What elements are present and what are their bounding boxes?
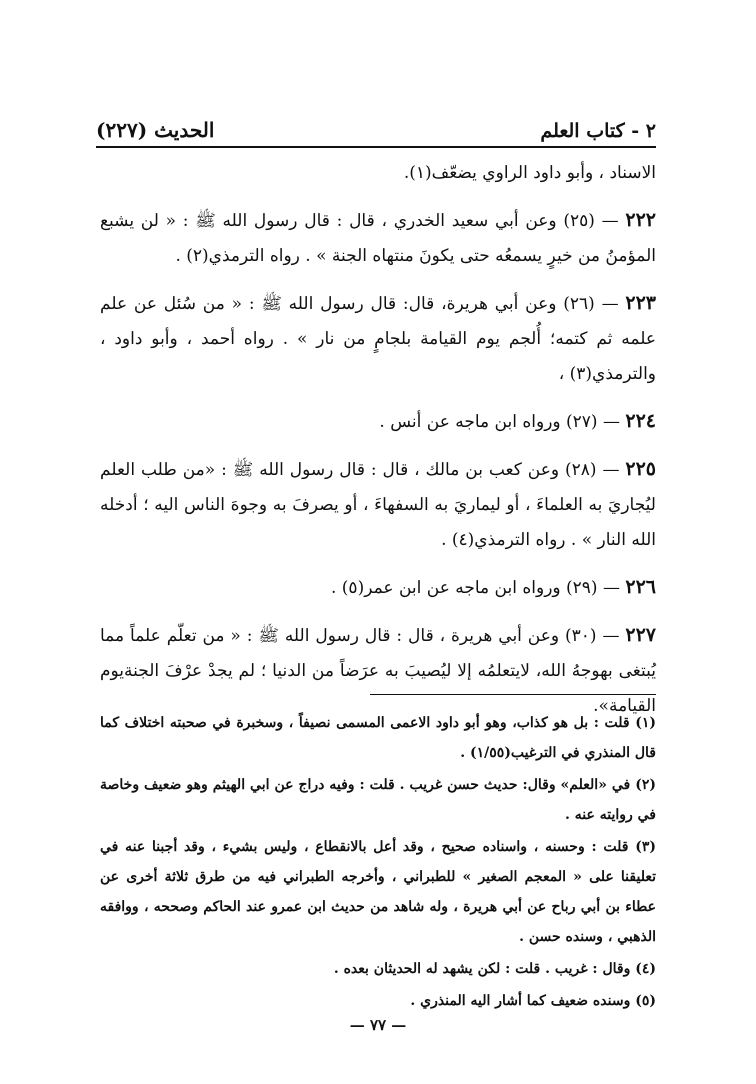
footnote-divider — [370, 694, 656, 695]
hadith-number: ٢٢٦ — [625, 576, 656, 598]
hadith-entry — [100, 452, 656, 558]
hadith-number: ٢٢٧ — [625, 624, 656, 646]
hadith-entry — [100, 570, 656, 606]
chapter-title: ٢ - كتاب العلم — [540, 120, 656, 142]
footnotes — [100, 708, 656, 1018]
main-text — [100, 156, 656, 736]
hadith-text: — (٣٠) وعن أبي هريرة ، قال : قال رسول الله ﷺ : « من تعلّم علماً مما يُبتغى بهوجهُ الله، لايتعلمُه إلا ليُصيبَ به عرَضاً من الدنيا ؛ لم يجدْ عرْفَ الجنةيوم القيامة». — [100, 626, 656, 716]
page-number: — ٧٧ — — [349, 1016, 407, 1034]
intro-line: الاسناد ، وأبو داود الراوي يضعّف(١). — [403, 163, 656, 183]
hadith-number: ٢٢٢ — [625, 209, 656, 231]
hadith-number: ٢٢٤ — [625, 410, 656, 432]
footnote: (٥) وسنده ضعيف كما أشار اليه المنذري . — [410, 993, 656, 1009]
hadith-number: ٢٢٣ — [625, 292, 656, 314]
hadith-entry — [100, 404, 656, 440]
hadith-text: — (٢٧) ورواه ابن ماجه عن أنس . — [379, 412, 620, 432]
footnote: (٢) في «العلم» وقال: حديث حسن غريب . قلت : وفيه دراج عن ابي الهيثم وهو ضعيف وخاصة في روايته عنه . — [100, 777, 656, 823]
hadith-number: ٢٢٥ — [625, 458, 657, 480]
hadith-text: — (٢٨) وعن كعب بن مالك ، قال : قال رسول الله ﷺ : «من طلب العلم ليُجاريَ به العلماءَ ، أو ليماريَ به السفهاءَ ، أو يصرفَ به وجوهَ الناس اليه ؛ أدخله الله النار » . رواه الترمذي(٤) . — [100, 460, 656, 550]
hadith-entry — [100, 286, 656, 392]
hadith-text: — (٢٦) وعن أبي هريرة، قال: قال رسول الله ﷺ : « من سُئل عن علم علمه ثم كتمه؛ أُلجم يوم القيامة بلجامٍ من نار » . رواه أحمد ، وأبو داود ، والترمذي(٣) ، — [100, 294, 656, 384]
page-header — [96, 108, 656, 148]
hadith-entry — [100, 203, 656, 274]
hadith-text: — (٢٩) ورواه ابن ماجه عن ابن عمر(٥) . — [330, 578, 620, 598]
footnote: (١) قلت : بل هو كذاب، وهو أبو داود الاعمى المسمى نصيفاً ، وسخبرة في صحبته اختلاف كما قال المنذري في الترغيب(١/٥٥) . — [100, 715, 656, 761]
footnote: (٤) وقال : غريب . قلت : لكن يشهد له الحديثان بعده . — [333, 961, 656, 977]
footnote: (٣) قلت : وحسنه ، واسناده صحيح ، وقد أعل بالانقطاع ، وليس بشيء ، وقد أجبنا عنه في تعليقنا على « المعجم الصغير » للطبراني ، وأخرجه الطبراني فيه من طرق ثلاثة أخرى عن عطاء بن أبي رباح عن أبي هريرة ، وله شاهد من حديث ابن عمرو عند الحاكم وصححه ، ووافقه الذهبي ، وسنده حسن . — [100, 839, 656, 945]
hadith-range: الحديث (٢٢٧) — [96, 118, 215, 142]
hadith-text: — (٢٥) وعن أبي سعيد الخدري ، قال : قال رسول الله ﷺ : « لن يشبع المؤمنُ من خيرٍ يسمعُه حتى يكونَ منتهاه الجنة » . رواه الترمذي(٢) . — [100, 211, 656, 266]
